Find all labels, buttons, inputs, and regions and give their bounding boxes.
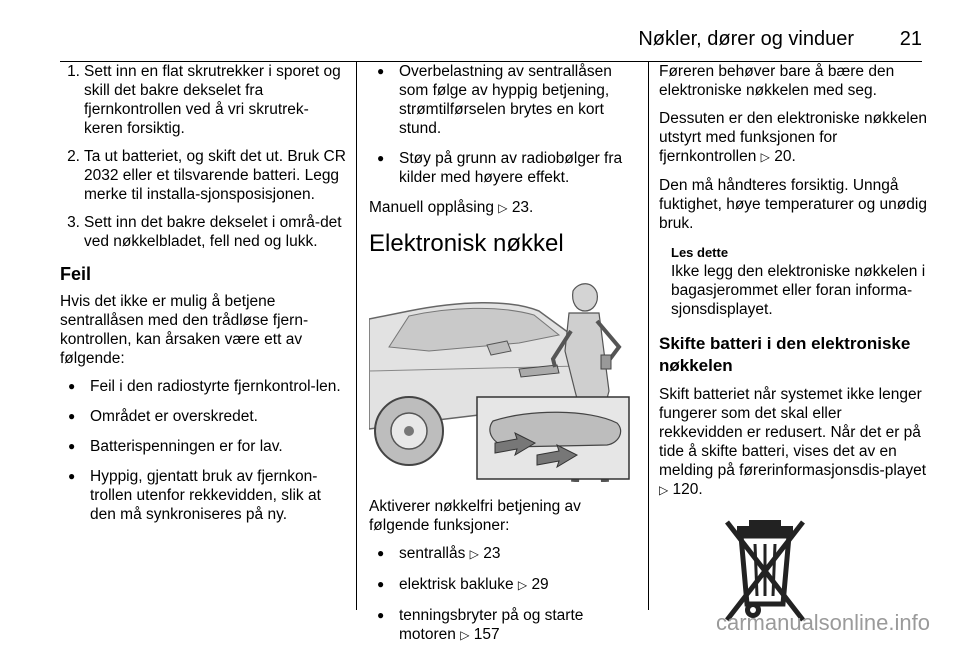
page-ref-number: 20.	[774, 148, 796, 165]
section-heading-feil: Feil	[60, 264, 92, 284]
list-item: ● Batterispenningen er for lav.	[60, 437, 346, 456]
page-ref-icon: ▷	[469, 547, 479, 561]
watermark: carmanualsonline.info	[715, 610, 930, 635]
page-number: 21	[899, 28, 922, 50]
page-ref-icon: ▷	[460, 628, 470, 642]
page-ref-icon: ▷	[498, 201, 508, 215]
column-middle	[369, 62, 633, 656]
paragraph	[659, 109, 929, 167]
battery-steps-list	[60, 62, 346, 251]
fault-list-continued	[369, 62, 633, 187]
note-box	[659, 243, 929, 319]
page-ref-number: 157	[473, 626, 500, 643]
page-ref-number: 23	[483, 545, 501, 562]
header-title: Nøkler, dører og vinduer	[638, 28, 854, 50]
step-number: 2.	[67, 148, 80, 165]
section-heading-electronic-key: Elektronisk nøkkel	[369, 230, 564, 257]
list-item	[369, 575, 633, 595]
paragraph: Den må håndteres forsiktig. Unngå fuktighet, høye temperaturer og unødig bruk.	[659, 177, 927, 232]
figure-caption: Aktiverer nøkkelfri betjening av følgende funksjoner:	[369, 498, 581, 534]
page-ref-number: 29	[531, 576, 549, 593]
column-left	[60, 62, 346, 535]
step-text: Ta ut batteriet, og skift det ut. Bruk CR 2032 eller et tilsvarende batteri. Legg merke til installa-sjonsposisjonen.	[84, 148, 346, 203]
page-ref-icon: ▷	[659, 483, 669, 497]
list-item	[60, 147, 346, 204]
column-divider	[356, 62, 357, 610]
paragraph	[659, 385, 929, 500]
key-functions-list	[369, 544, 633, 645]
list-item	[60, 213, 346, 251]
list-item: ● Feil i den radiostyrte fjernkontrol-len.	[60, 377, 346, 396]
list-item: ● Støy på grunn av radiobølger fra kilder med høyere effekt.	[369, 149, 633, 187]
step-number: 3.	[67, 214, 80, 231]
manual-unlock-text: Manuell opplåsing	[369, 199, 494, 216]
function-text: tenningsbryter på og starte motoren	[399, 607, 584, 643]
function-text: sentrallås	[399, 545, 466, 562]
note-text: Ikke legg den elektroniske nøkkelen i bagasjerommet eller foran informa-sjonsdisplayet.	[671, 263, 926, 318]
column-right	[659, 62, 929, 626]
list-item: ● Området er overskredet.	[60, 407, 346, 426]
page-ref-number: 120.	[672, 481, 703, 498]
note-title: Les dette	[671, 245, 729, 260]
column-divider	[648, 62, 649, 610]
function-text: elektrisk bakluke	[399, 576, 514, 593]
step-text: Sett inn det bakre dekselet i områ-det ved nøkkelbladet, fell ned og lukk.	[84, 214, 342, 250]
page-ref-icon: ▷	[760, 150, 770, 164]
page-ref-number: 23.	[511, 199, 534, 216]
fault-intro: Hvis det ikke er mulig å betjene sentrallåsen med den trådløse fjern-kontrollen, kan årsaken være ett av følgende:	[60, 293, 309, 367]
step-number: 1.	[67, 63, 80, 80]
page-ref-icon: ▷	[517, 578, 528, 592]
fault-list	[60, 377, 346, 524]
paragraph: Føreren behøver bare å bære den elektroniske nøkkelen med seg.	[659, 63, 895, 99]
section-heading-battery: Skifte batteri i den elektroniske nøkkelen	[659, 334, 911, 375]
electronic-key-illustration	[369, 271, 631, 482]
list-item: ● Hyppig, gjentatt bruk av fjernkon-trollen utenfor rekkevidden, slik at den må synkroniseres på ny.	[60, 467, 346, 524]
step-text: Sett inn en flat skrutrekker i sporet og skill det bakre dekselet fra fjernkontrollen ved å vri skrutrek-keren forsiktig.	[84, 63, 341, 137]
paragraph-text: Skift batteriet når systemet ikke lenger fungerer som det skal eller rekkevidden er redusert. Når det er på tide å skifte batteri, vises det av en melding på førerinformasjonsdis-playet	[659, 386, 927, 479]
list-item	[369, 544, 633, 564]
list-item: ● Overbelastning av sentrallåsen som følge av hyppig betjening, strømtilførselen brytes en kort stund.	[369, 62, 633, 138]
paragraph-text: Dessuten er den elektroniske nøkkelen utstyrt med funksjonen for fjernkontrollen	[659, 110, 927, 165]
page-header	[60, 22, 922, 62]
list-item	[60, 62, 346, 138]
manual-unlock-ref	[369, 198, 633, 218]
list-item	[369, 606, 633, 645]
